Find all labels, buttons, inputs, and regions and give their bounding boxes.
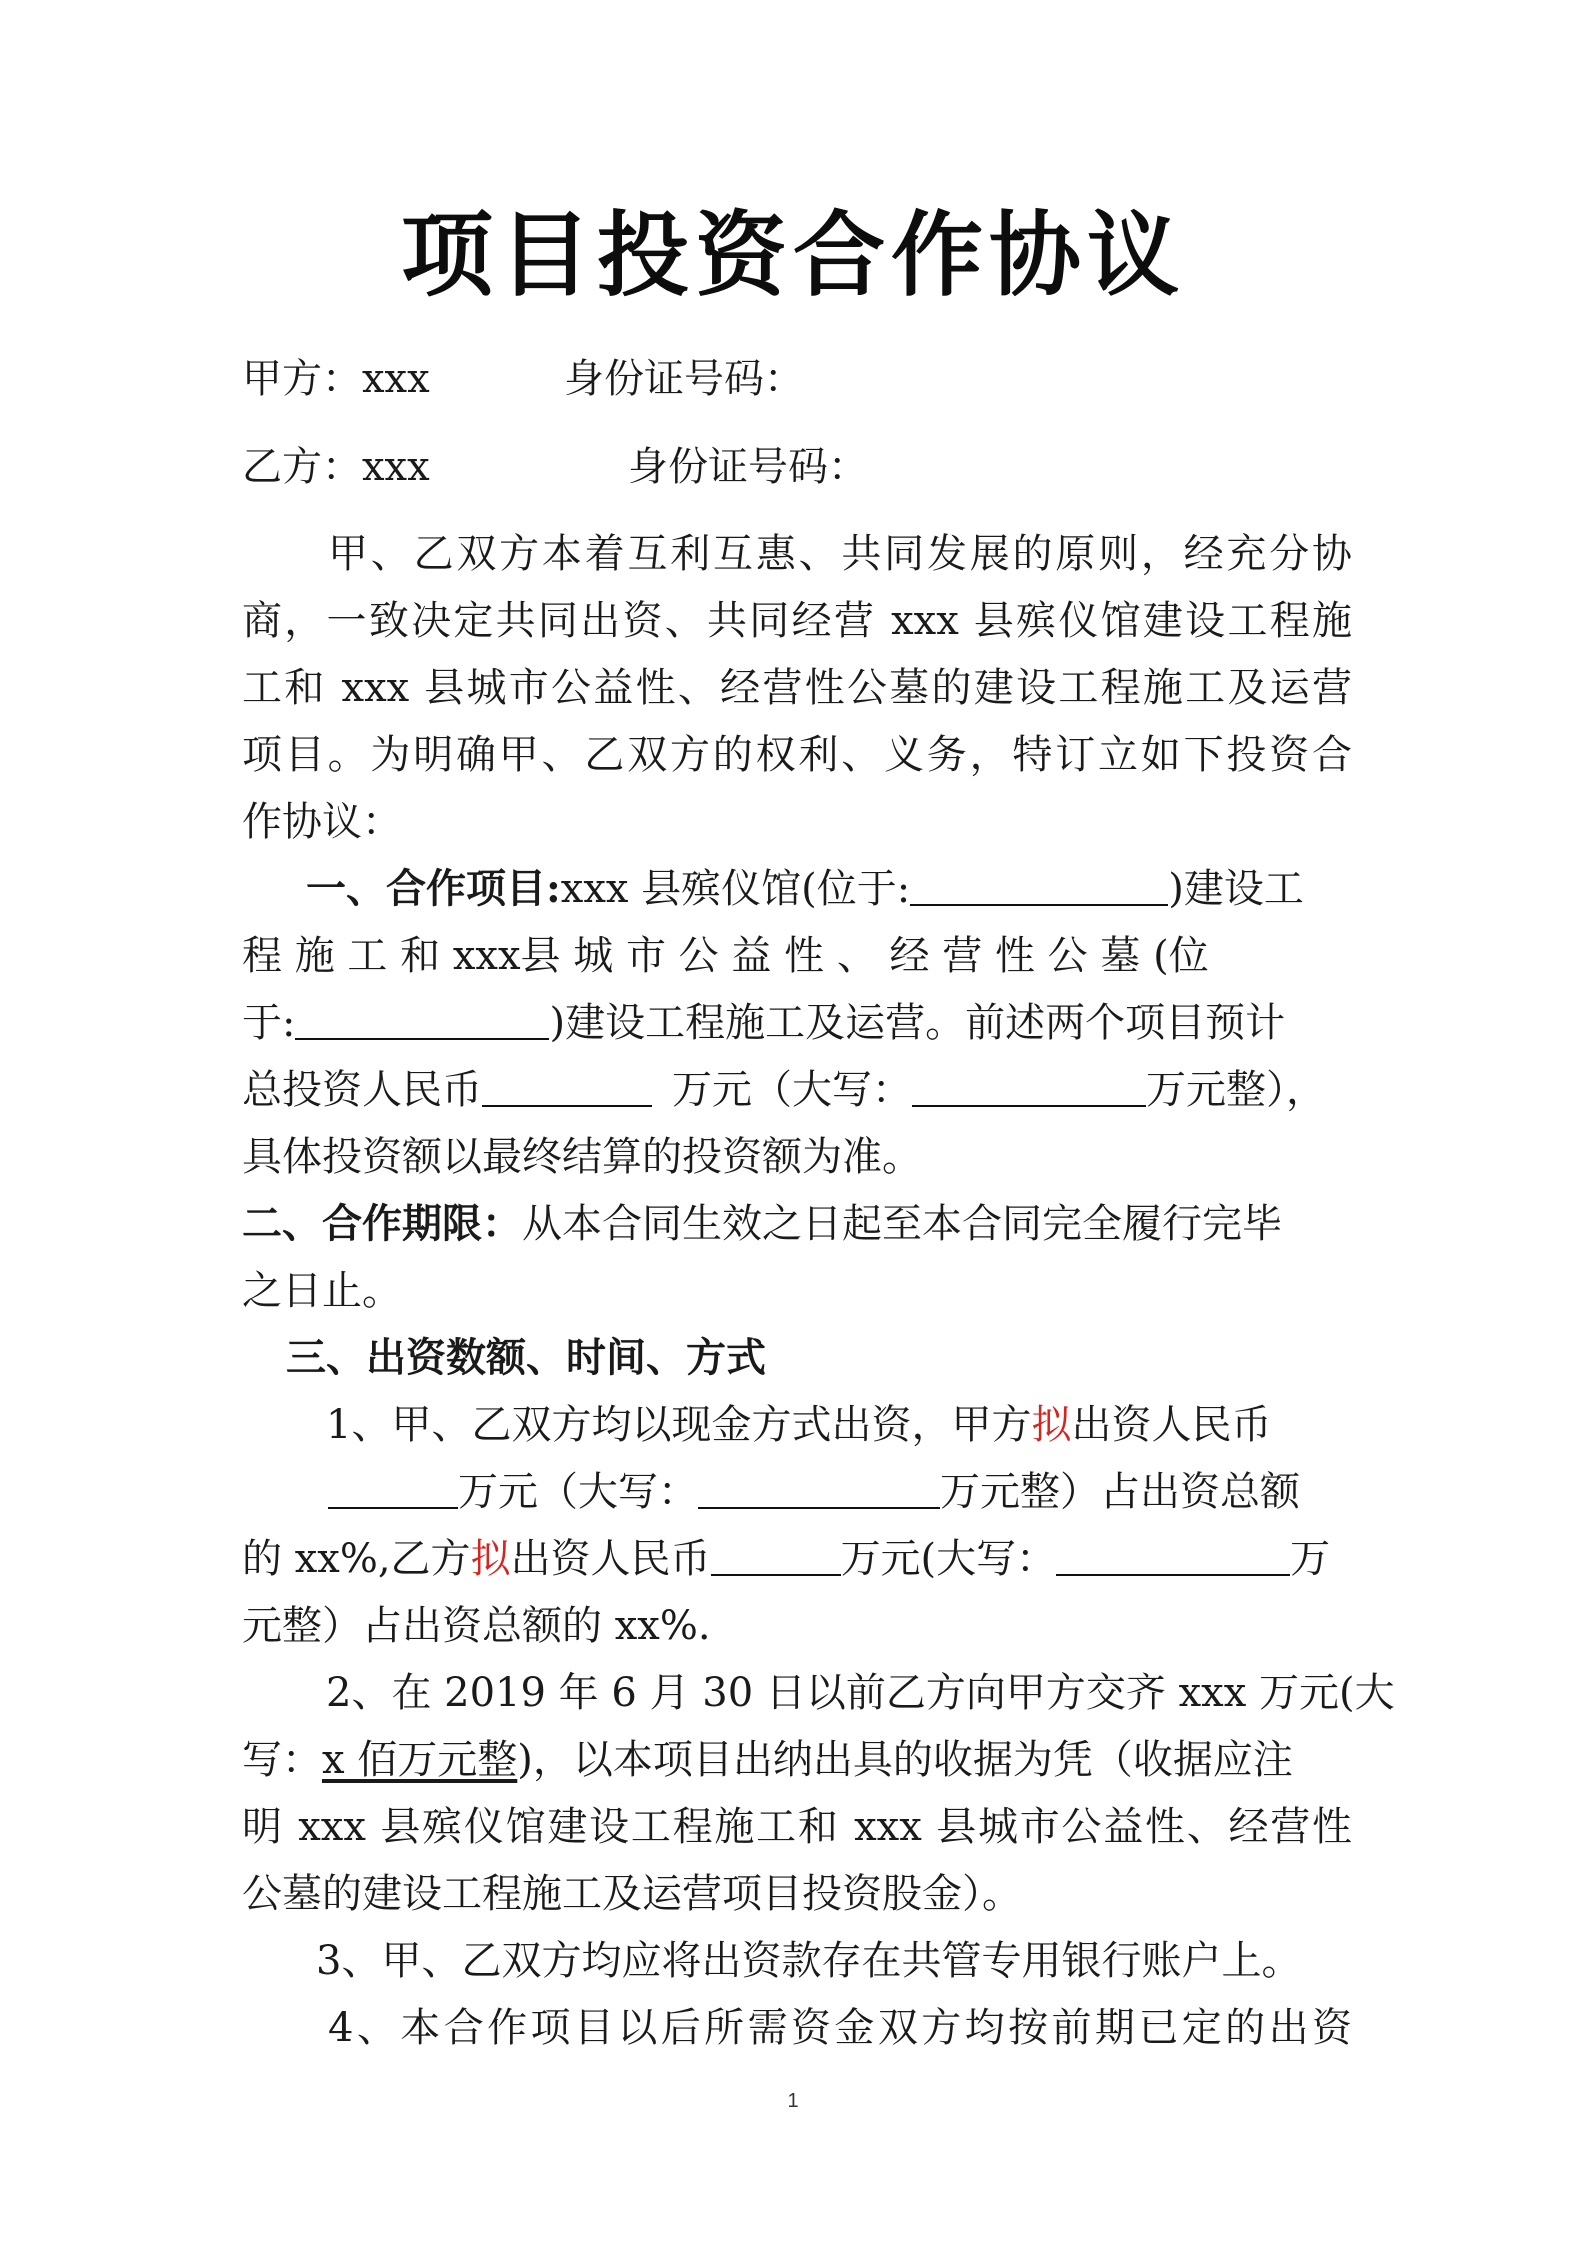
party-b-label: 乙方： [242,444,362,490]
section1-line-1: 一、合作项目:xxx 县殡仪馆(位于: )建设工 [306,865,1304,912]
section3-p2-line-2: 写：x 佰万元整)，以本项目出纳出具的收据为凭（收据应注 [242,1737,1293,1783]
section1-line-5: 具体投资额以最终结算的投资额为准。 [242,1134,922,1180]
section3-p4: 4、本合作项目以后所需资金双方均按前期已定的出资 [328,2005,1352,2051]
section2-line-1: 二、合作期限：从本合同生效之日起至本合同完全履行完毕 [242,1200,1282,1247]
page-number: 1 [787,2090,799,2112]
investment-amount-words-blank [912,1067,1146,1107]
intro-line-3: 工和 xxx 县城市公益性、经营性公墓的建设工程施工及运营 [242,665,1352,711]
intro-line-4: 项目。为明确甲、乙双方的权利、义务，特订立如下投资合 [242,732,1352,778]
section3-p3: 3、甲、乙双方均应将出资款存在共管专用银行账户上。 [316,1938,1302,1984]
party-a-id-label: 身份证号码： [564,356,804,402]
highlight-ni-2: 拟 [470,1536,511,1582]
location-blank-2 [295,1000,549,1040]
party-a-label: 甲方： [242,356,362,402]
section1-line-4: 总投资人民币 万元（大写： 万元整）， [242,1067,1326,1113]
party-b-name: xxx [362,444,430,490]
document-title: 项目投资合作协议 [400,201,1185,309]
party-b-amount-words-blank [1056,1536,1290,1576]
party-b-amount-blank [711,1536,841,1576]
location-blank-1 [910,866,1168,906]
intro-line-1: 甲、乙双方本着互利互惠、共同发展的原则，经充分协 [328,531,1352,577]
party-a-name: xxx [362,356,430,402]
party-b-id-label: 身份证号码： [628,444,868,490]
section2-line-2: 之日止。 [242,1268,402,1314]
section3-p1-line-4: 元整）占出资总额的 xx%. [242,1603,711,1649]
party-a-amount-words-blank [698,1469,940,1509]
intro-line-5: 作协议： [242,799,402,845]
section3-p1-line-2: 万元（大写： 万元整）占出资总额 [242,1467,1352,1517]
section1-heading: 一、合作项目: [306,865,561,912]
party-a-amount-blank [328,1469,458,1509]
section3-p2-line-4: 公墓的建设工程施工及运营项目投资股金）。 [242,1871,1022,1917]
party-a-line [242,354,1352,404]
section3-heading: 三、出资数额、时间、方式 [286,1334,766,1381]
section2-heading: 二、合作期限： [242,1200,522,1247]
highlight-ni: 拟 [1031,1402,1072,1448]
section3-p1-line-3: 的 xx%,乙方拟出资人民币 万元(大写： 万 [242,1536,1331,1582]
party-b-line [242,442,1352,492]
intro-line-2: 商，一致决定共同出资、共同经营 xxx 县殡仪馆建设工程施 [242,598,1352,644]
section1-line-3: 于: )建设工程施工及运营。前述两个项目预计 [242,1000,1286,1046]
section3-p2-line-3: 明 xxx 县殡仪馆建设工程施工和 xxx 县城市公益性、经营性 [242,1804,1352,1850]
underlined-amount: x 佰万元整 [322,1737,518,1783]
section3-p2-line-1: 2、在 2019 年 6 月 30 日以前乙方向甲方交齐 xxx 万元(大 [326,1670,1395,1716]
section1-line-2: 程 施 工 和 xxx县 城 市 公 益 性 、 经 营 性 公 墓 (位 [242,933,1209,979]
section3-p1-line-1: 1、甲、乙双方均以现金方式出资，甲方拟出资人民币 [326,1402,1272,1448]
investment-amount-blank [482,1067,652,1107]
